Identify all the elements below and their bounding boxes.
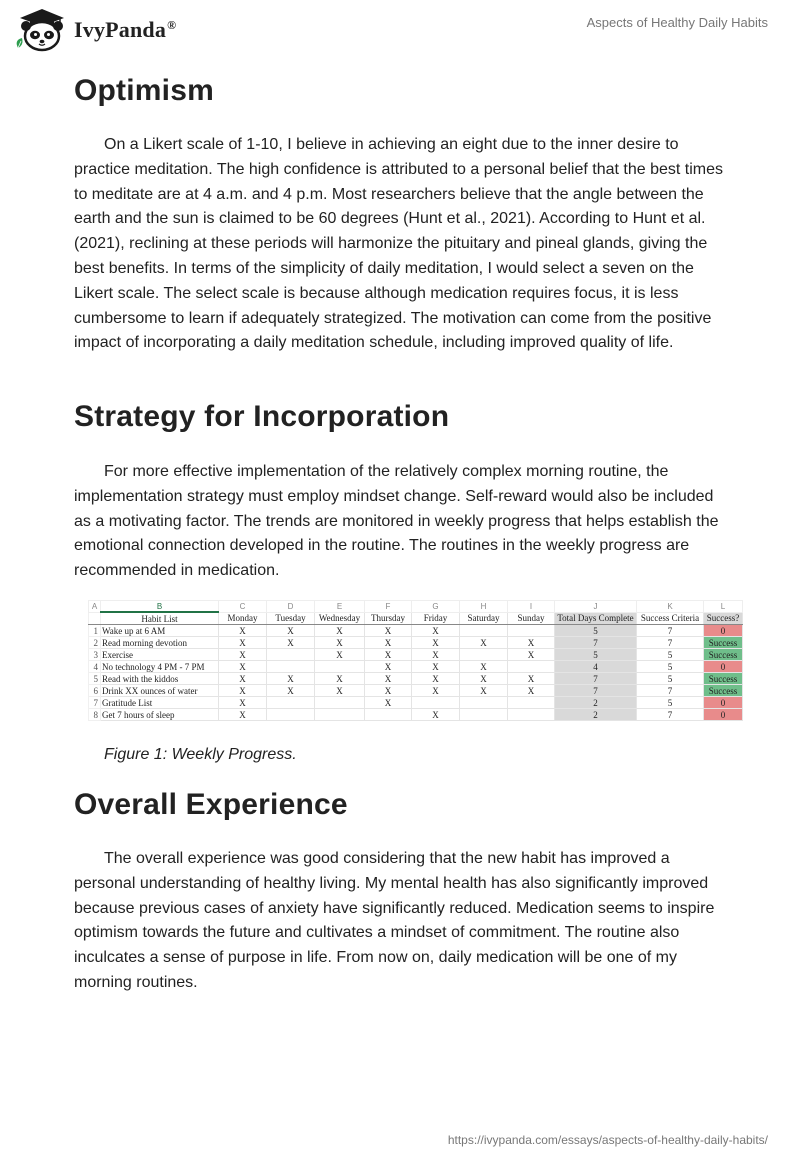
day-check-cell: X — [219, 625, 267, 637]
column-letter: A — [89, 601, 101, 613]
table-row — [89, 661, 743, 673]
day-check-cell: X — [219, 673, 267, 685]
day-check-cell: X — [365, 649, 412, 661]
header-thursday: Thursday — [365, 612, 412, 625]
table-row — [89, 697, 743, 709]
day-check-cell: X — [267, 625, 315, 637]
day-check-cell — [267, 649, 315, 661]
header-success: Success? — [704, 612, 743, 625]
day-check-cell: X — [365, 637, 412, 649]
section-paragraph-optimism: On a Likert scale of 1-10, I believe in achieving an eight due to the inner desire to practice meditation. The high confidence is attributed to a personal belief that the best times to meditate are at 4 a.m. and 4 p.m. Most researchers believe that the angle between the earth and the sun is claimed to be 60 degrees (Hunt et al., 2021). According to Hunt et al. (2021), reclining at these periods will harmonize the pituitary and pineal glands, giving the best benefits. In terms of the simplicity of daily meditation, I would select a seven on the Likert scale. The select scale is because although medication requires focus, it is less cumbersome to learn if adequately strategized. The motivation can come from the positive impact of incorporating a daily meditation schedule, including improved quality of life. — [74, 136, 723, 352]
table-row — [89, 685, 743, 697]
row-number: 5 — [89, 673, 101, 685]
weekly-progress-figure — [88, 600, 742, 722]
total-days-cell: 2 — [555, 697, 637, 709]
day-check-cell — [267, 709, 315, 721]
table-row — [89, 649, 743, 661]
total-days-cell: 7 — [555, 685, 637, 697]
day-check-cell: X — [219, 685, 267, 697]
column-letter: G — [412, 601, 460, 613]
table-row — [89, 709, 743, 721]
row-number: 7 — [89, 697, 101, 709]
day-check-cell: X — [460, 685, 508, 697]
success-status-cell: 0 — [704, 697, 743, 709]
habit-name-cell: Read with the kiddos — [101, 673, 219, 685]
day-check-cell: X — [267, 673, 315, 685]
brand-name: IvyPanda — [74, 17, 167, 42]
column-letter: C — [219, 601, 267, 613]
table-header-row — [89, 612, 743, 625]
header-habit-list: Habit List — [101, 612, 219, 625]
registered-mark: ® — [167, 17, 177, 32]
column-letter: H — [460, 601, 508, 613]
total-days-cell: 5 — [555, 649, 637, 661]
row-number: 4 — [89, 661, 101, 673]
page-header — [0, 0, 800, 64]
day-check-cell: X — [365, 685, 412, 697]
success-status-cell: 0 — [704, 709, 743, 721]
day-check-cell: X — [315, 625, 365, 637]
day-check-cell — [508, 625, 555, 637]
table-row — [89, 637, 743, 649]
success-criteria-cell: 7 — [637, 709, 704, 721]
day-check-cell: X — [315, 637, 365, 649]
header-success-criteria: Success Criteria — [637, 612, 704, 625]
day-check-cell — [267, 697, 315, 709]
column-letter-row — [89, 601, 743, 613]
section-heading-overall-experience: Overall Experience — [74, 788, 348, 821]
success-criteria-cell: 7 — [637, 685, 704, 697]
document-title: Aspects of Healthy Daily Habits — [586, 15, 768, 30]
day-check-cell: X — [315, 685, 365, 697]
header-monday: Monday — [219, 612, 267, 625]
day-check-cell: X — [219, 637, 267, 649]
day-check-cell — [460, 625, 508, 637]
column-letter: D — [267, 601, 315, 613]
footer-url-link[interactable]: https://ivypanda.com/essays/aspects-of-healthy-daily-habits/ — [447, 1133, 768, 1147]
day-check-cell — [315, 661, 365, 673]
day-check-cell: X — [267, 637, 315, 649]
day-check-cell: X — [219, 697, 267, 709]
success-criteria-cell: 7 — [637, 625, 704, 637]
habit-name-cell: No technology 4 PM - 7 PM — [101, 661, 219, 673]
day-check-cell: X — [412, 661, 460, 673]
day-check-cell — [508, 709, 555, 721]
habit-name-cell: Exercise — [101, 649, 219, 661]
day-check-cell: X — [315, 673, 365, 685]
column-letter: E — [315, 601, 365, 613]
day-check-cell: X — [219, 661, 267, 673]
day-check-cell: X — [365, 625, 412, 637]
day-check-cell — [460, 649, 508, 661]
day-check-cell: X — [508, 649, 555, 661]
day-check-cell: X — [508, 673, 555, 685]
day-check-cell — [365, 709, 412, 721]
success-status-cell: Success — [704, 649, 743, 661]
day-check-cell: X — [365, 673, 412, 685]
row-number: 2 — [89, 637, 101, 649]
day-check-cell: X — [267, 685, 315, 697]
habit-name-cell: Gratitude List — [101, 697, 219, 709]
day-check-cell — [460, 709, 508, 721]
header-saturday: Saturday — [460, 612, 508, 625]
day-check-cell: X — [412, 685, 460, 697]
row-number: 1 — [89, 625, 101, 637]
day-check-cell — [508, 661, 555, 673]
header-tuesday: Tuesday — [267, 612, 315, 625]
day-check-cell: X — [365, 697, 412, 709]
habit-name-cell: Wake up at 6 AM — [101, 625, 219, 637]
section-paragraph-strategy: For more effective implementation of the relatively complex morning routine, the implementation strategy must employ mindset change. Self-reward would also be included as a motivating factor. The trends are monitored in weekly progress that helps establish the emotional connection developed in the routine. The routines in the weekly progress are recommended in medication. — [74, 463, 719, 580]
column-letter: J — [555, 601, 637, 613]
panda-logo-icon — [12, 8, 68, 52]
header-sunday: Sunday — [508, 612, 555, 625]
success-criteria-cell: 5 — [637, 649, 704, 661]
day-check-cell: X — [412, 673, 460, 685]
day-check-cell: X — [365, 661, 412, 673]
day-check-cell: X — [219, 709, 267, 721]
day-check-cell: X — [460, 673, 508, 685]
column-letter: F — [365, 601, 412, 613]
row-number: 3 — [89, 649, 101, 661]
day-check-cell: X — [412, 649, 460, 661]
day-check-cell: X — [412, 709, 460, 721]
header-wednesday: Wednesday — [315, 612, 365, 625]
day-check-cell: X — [412, 637, 460, 649]
success-status-cell: Success — [704, 673, 743, 685]
habit-tracker-table — [88, 600, 743, 721]
header-total-days: Total Days Complete — [555, 612, 637, 625]
total-days-cell: 7 — [555, 637, 637, 649]
day-check-cell — [508, 697, 555, 709]
day-check-cell: X — [412, 625, 460, 637]
row-number: 8 — [89, 709, 101, 721]
habit-name-cell: Drink XX ounces of water — [101, 685, 219, 697]
section-heading-optimism: Optimism — [74, 74, 214, 107]
success-criteria-cell: 5 — [637, 661, 704, 673]
header-friday: Friday — [412, 612, 460, 625]
day-check-cell: X — [219, 649, 267, 661]
day-check-cell — [315, 709, 365, 721]
success-criteria-cell: 5 — [637, 697, 704, 709]
section-heading-strategy: Strategy for Incorporation — [74, 400, 450, 433]
day-check-cell: X — [508, 637, 555, 649]
total-days-cell: 2 — [555, 709, 637, 721]
success-status-cell: Success — [704, 637, 743, 649]
column-letter: B — [101, 601, 219, 613]
habit-name-cell: Get 7 hours of sleep — [101, 709, 219, 721]
day-check-cell: X — [508, 685, 555, 697]
ivypanda-logo[interactable] — [12, 8, 176, 52]
column-letter: L — [704, 601, 743, 613]
day-check-cell — [267, 661, 315, 673]
success-criteria-cell: 7 — [637, 637, 704, 649]
day-check-cell — [412, 697, 460, 709]
total-days-cell: 7 — [555, 673, 637, 685]
habit-table-body — [89, 625, 743, 721]
total-days-cell: 4 — [555, 661, 637, 673]
figure-caption: Figure 1: Weekly Progress. — [104, 746, 297, 763]
table-row — [89, 625, 743, 637]
total-days-cell: 5 — [555, 625, 637, 637]
success-status-cell: 0 — [704, 625, 743, 637]
day-check-cell: X — [460, 637, 508, 649]
column-letter: K — [637, 601, 704, 613]
success-criteria-cell: 5 — [637, 673, 704, 685]
table-row — [89, 673, 743, 685]
day-check-cell: X — [460, 661, 508, 673]
success-status-cell: Success — [704, 685, 743, 697]
day-check-cell: X — [315, 649, 365, 661]
section-paragraph-overall-experience: The overall experience was good considering that the new habit has improved a personal understanding of healthy living. My mental health has also significantly improved because previous cases of anxiety have significantly reduced. Medication seems to inspire optimism towards the future and cultivates a mindset of commitment. The routine also inculcates a sense of purpose in life. From now on, daily medication will be one of my morning routines. — [74, 850, 715, 991]
column-letter: I — [508, 601, 555, 613]
habit-name-cell: Read morning devotion — [101, 637, 219, 649]
success-status-cell: 0 — [704, 661, 743, 673]
day-check-cell — [315, 697, 365, 709]
row-number: 6 — [89, 685, 101, 697]
day-check-cell — [460, 697, 508, 709]
